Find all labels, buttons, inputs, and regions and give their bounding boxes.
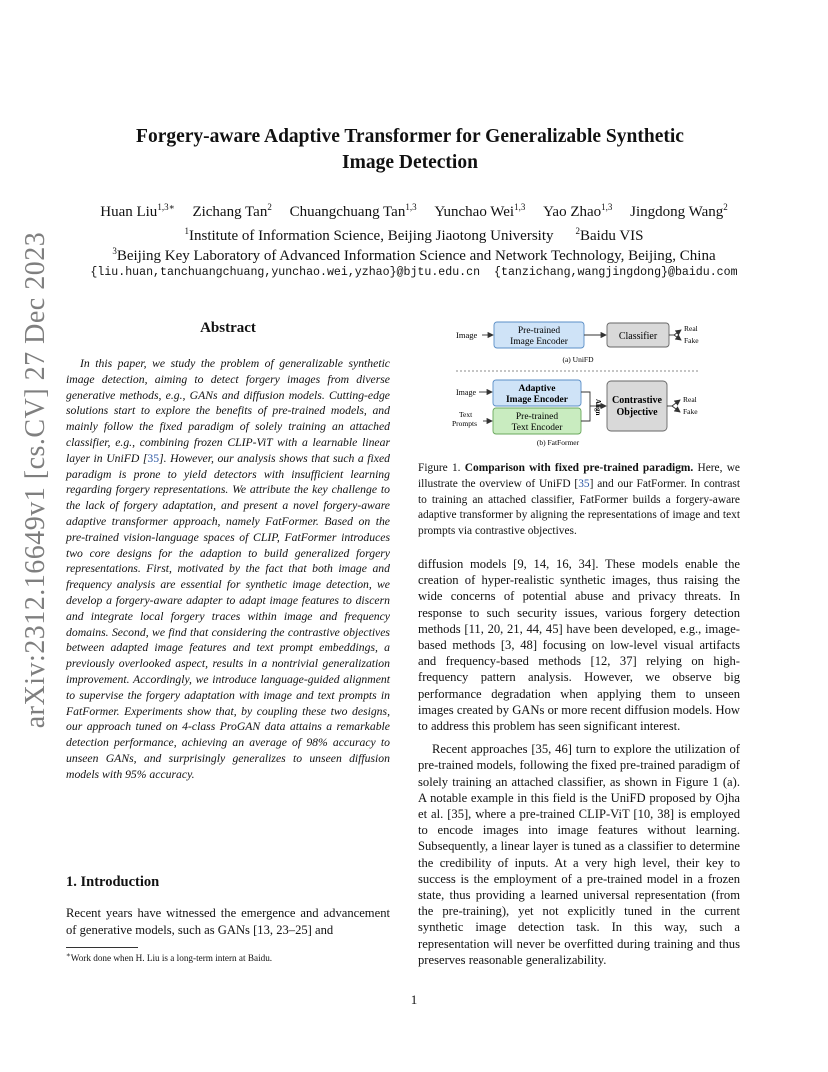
text-encoder-label: Text Encoder xyxy=(511,423,563,433)
body-right-column xyxy=(418,556,740,968)
objective-label: Objective xyxy=(616,407,658,418)
figure-1-diagram xyxy=(412,314,744,452)
adaptive-encoder-label: Adaptive xyxy=(518,384,556,394)
align-label: Align xyxy=(594,399,602,416)
citation-link[interactable]: 35 xyxy=(147,451,160,465)
real-label: Real xyxy=(683,395,697,404)
footnote: ∗Work done when H. Liu is a long-term intern at Baidu. xyxy=(66,950,273,963)
title-line-2: Image Detection xyxy=(342,152,478,173)
author: Huan Liu$^{1,3∗}$ xyxy=(100,202,175,220)
affiliation-line-1: $^1$Institute of Information Science, Beijing Jiaotong University $^2$Baidu VIS xyxy=(184,226,644,244)
author: Yunchao Wei$^{1,3}$ xyxy=(434,202,526,220)
footnote-divider xyxy=(66,947,138,948)
label-image-input: Image xyxy=(456,330,478,340)
encoder-label: Image Encoder xyxy=(510,337,568,347)
arxiv-id: arXiv:2312.16649v1 [cs.CV] 27 Dec 2023 xyxy=(20,231,51,729)
paper-title xyxy=(70,124,750,176)
objective-label: Contrastive xyxy=(612,395,662,406)
abstract-body: In this paper, we study the problem of generalizable synthetic image detection, aiming to detect forgery images from diverse generative methods, e.g., GANs and diffusion models. Cutting-edge solutions start to explore the benefits of pre-trained models, and mainly follow the fixed paradigm of solely training an attached classifier, e.g., combining frozen CLIP-ViT with a learnable linear layer in UniFD [35]. However, our analysis shows that such a fixed paradigm is prone to yield detectors with insufficient learning regarding forgery representations. We attribute the key challenge to the lack of forgery adaptation, and present a novel forgery-aware adaptive transformer approach, namely FatFormer. Based on the pre-trained vision-language spaces of CLIP, FatFormer introduces two core designs for the adaption to build generalized forgery representations. First, motivated by the fact that both image and frequency analysis are essential for synthetic image detection, we develop a forgery-aware adapter to adapt image features to discern and integrate local forgery traces within image and frequency domains. Second, we find that considering the contrastive objectives between adapted image features and text prompt embeddings, a previously overlooked aspect, results in a nontrivial generalization improvement. Accordingly, we introduce language-guided alignment to supervise the forgery adaptation with image and text prompts in FatFormer. Experiments show that, by coupling these two designs, our approach tuned on 4-class ProGAN data attains a remarkable detection performance, achieving an average of 98% accuracy to unseen GANs, and surprisingly generalizes to unseen diffusion models with 95% accuracy. xyxy=(66,357,391,781)
diagram-fatformer xyxy=(452,380,698,447)
contrastive-objective-box xyxy=(607,381,667,431)
title-line-1: Forgery-aware Adaptive Transformer for Generalizable Synthetic xyxy=(136,126,684,147)
fake-label: Fake xyxy=(684,336,699,345)
intro-paragraph: Recent years have witnessed the emergence and advancement of generative models, such as GANs [13, 23–25] and xyxy=(66,906,390,937)
citation-link[interactable]: 35 xyxy=(578,477,590,490)
align-bracket xyxy=(581,392,590,421)
author: Jingdong Wang$^2$ xyxy=(630,202,728,220)
email-baidu[interactable]: {tanzichang,wangjingdong}@baidu.com xyxy=(494,266,738,279)
body-paragraph: diffusion models [9, 14, 16, 34]. These models enable the creation of hyper-realistic synthetic images, thus raising the wide concerns of potential abuse and privacy threats. In response to such security issues, various forgery detection methods [11, 20, 21, 44, 45] have been developed, e.g., image-based methods [3, 48] focusing on low-level visual artifacts and frequency-based methods [12, 37] relying on high-frequency pattern analysis. However, we observe big performance degradation when applying them to unseen images created by GANs or more recent diffusion models. How to address this problem has seen significant interest. xyxy=(418,557,740,734)
label-text-input: Prompts xyxy=(452,419,478,428)
abstract-heading: Abstract xyxy=(200,320,256,336)
encoder-label: Pre-trained xyxy=(517,326,561,336)
classifier-label: Classifier xyxy=(618,331,658,342)
author: Chuangchuang Tan$^{1,3}$ xyxy=(289,202,417,220)
label-text-input: Text xyxy=(459,410,473,419)
body-paragraph: Recent approaches [35, 46] turn to explore the utilization of pre-trained models, following the fixed pre-trained paradigm of solely training an attached classifier, as shown in Figure 1 (a). A notable example in this field is the UniFD proposed by Ojha et al. [35], where a pre-trained CLIP-ViT [10, 38] is employed to encode images into image features without learning. Subsequently, a linear layer is tuned as a classifier to determine the credibility of inputs. At a very high level, their key to success is the employment of a pre-trained model in a frozen state, thus providing a learned universal representation (from the pre-training), yet not explicitly tuned in the current synthetic image detection task. In this way, such a representation will never be overfitted during training and thus preserves reasonable generalizability. xyxy=(418,742,740,967)
adaptive-encoder-label: Image Encoder xyxy=(505,395,569,405)
section-heading-introduction: 1. Introduction xyxy=(66,874,160,890)
text-encoder-label: Pre-trained xyxy=(515,412,559,422)
author-emails xyxy=(30,266,798,279)
author: Yao Zhao$^{1,3}$ xyxy=(543,202,613,220)
email-bjtu[interactable]: {liu.huan,tanchuangchuang,yunchao.wei,yzhao}@bjtu.edu.cn xyxy=(90,266,481,279)
author-list xyxy=(50,202,778,222)
fake-label: Fake xyxy=(683,407,698,416)
affiliation-line-2: $^3$Beijing Key Laboratory of Advanced Information Science and Network Technology, Beijing, China xyxy=(112,246,716,264)
subfigure-caption-b: (b) FatFormer xyxy=(536,438,580,447)
figure-1-caption: Figure 1. Comparison with fixed pre-trained paradigm. Here, we illustrate the overview of UniFD [35] and our FatFormer. In contrast to training an attached classifier, FatFormer builds a forgery-aware adaptive transformer by aligning the representations of image and text prompts via contrastive objectives. xyxy=(418,462,740,538)
real-label: Real xyxy=(684,324,698,333)
subfigure-caption-a: (a) UniFD xyxy=(562,355,594,364)
diagram-unifd xyxy=(456,322,699,364)
label-image-input: Image xyxy=(456,388,476,397)
page-number: 1 xyxy=(410,992,418,1007)
author: Zichang Tan$^2$ xyxy=(192,202,272,220)
